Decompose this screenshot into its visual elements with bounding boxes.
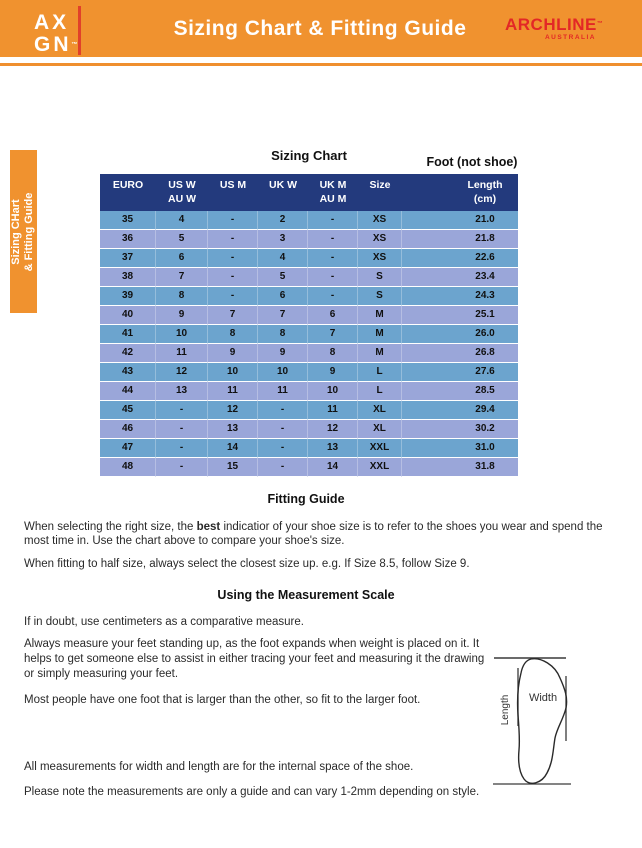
archline-australia-label: AUSTRALIA: [544, 34, 596, 41]
table-cell: -: [308, 268, 358, 287]
side-tab-label: [10, 150, 38, 313]
table-row: [100, 439, 518, 458]
table-cell: 25.1: [402, 306, 518, 325]
table-cell: 31.0: [402, 439, 518, 458]
axign-brand-stroke: [78, 6, 81, 55]
side-tab: [10, 150, 37, 313]
table-cell: 44: [100, 382, 156, 401]
table-cell: -: [308, 230, 358, 249]
table-row: [100, 230, 518, 249]
table-cell: XL: [358, 420, 402, 439]
table-cell: 41: [100, 325, 156, 344]
table-row: [100, 363, 518, 382]
archline-wordmark: [505, 15, 604, 34]
table-cell: 5: [258, 268, 308, 287]
table-cell: 9: [208, 344, 258, 363]
table-row: [100, 306, 518, 325]
table-cell: 14: [208, 439, 258, 458]
table-cell: -: [208, 268, 258, 287]
measurement-scale-heading: Using the Measurement Scale: [217, 588, 395, 602]
table-cell: 35: [100, 211, 156, 230]
table-header-cell: EURO: [112, 179, 144, 191]
table-cell: 8: [308, 344, 358, 363]
axign-wordmark: [34, 12, 120, 56]
table-cell: 5: [156, 230, 208, 249]
table-cell: 28.5: [402, 382, 518, 401]
table-cell: -: [156, 401, 208, 420]
foot-measurement-diagram: [483, 645, 613, 795]
table-cell: 9: [308, 363, 358, 382]
table-cell: XL: [358, 401, 402, 420]
table-cell: -: [208, 211, 258, 230]
table-cell: 7: [258, 306, 308, 325]
length-label: Length: [500, 694, 511, 726]
table-cell: 21.0: [402, 211, 518, 230]
table-cell: 6: [308, 306, 358, 325]
table-cell: 45: [100, 401, 156, 420]
table-row: [100, 268, 518, 287]
sizing-chart-title: Sizing Chart: [271, 148, 347, 163]
table-cell: 40: [100, 306, 156, 325]
table-row: [100, 287, 518, 306]
table-cell: -: [156, 439, 208, 458]
table-cell: 6: [156, 249, 208, 268]
table-row: [100, 249, 518, 268]
header-divider: [0, 63, 642, 66]
table-header-cell: US W AU W: [168, 179, 196, 205]
table-cell: -: [258, 420, 308, 439]
foot-not-shoe-label: Foot (not shoe): [426, 155, 518, 169]
measurement-paragraph-2: Always measure your feet standing up, as the foot expands when weight is placed on it. It helps to get someone else to assist in either tracing your feet and measuring it the drawing or simply measuring your feet.: [24, 638, 485, 680]
table-cell: L: [358, 382, 402, 401]
table-cell: 46: [100, 420, 156, 439]
table-cell: 10: [258, 363, 308, 382]
table-header-cell: UK W: [269, 179, 297, 191]
sizing-table: [100, 174, 518, 477]
side-tab-label-line1: Sizing CHart: [9, 198, 22, 265]
width-label: Width: [528, 692, 558, 704]
table-row: [100, 458, 518, 477]
table-cell: 37: [100, 249, 156, 268]
header-banner: [0, 0, 642, 57]
table-cell: 12: [208, 401, 258, 420]
table-cell: 8: [258, 325, 308, 344]
table-cell: XXL: [358, 439, 402, 458]
table-header-cell: US M: [219, 179, 247, 191]
table-cell: 13: [308, 439, 358, 458]
axign-wordmark-part2: GN: [34, 33, 72, 56]
table-cell: XS: [358, 230, 402, 249]
table-cell: 48: [100, 458, 156, 477]
table-cell: -: [156, 420, 208, 439]
axign-logo: [34, 12, 120, 67]
table-header-cell: Size: [369, 179, 391, 191]
table-cell: 23.4: [402, 268, 518, 287]
table-cell: 10: [308, 382, 358, 401]
table-cell: 4: [258, 249, 308, 268]
table-cell: 38: [100, 268, 156, 287]
table-cell: -: [208, 249, 258, 268]
table-cell: L: [358, 363, 402, 382]
side-tab-label-line2: & Fitting Guide: [22, 192, 35, 271]
table-row: [100, 325, 518, 344]
table-cell: 11: [156, 344, 208, 363]
fitting-guide-p1-before: When selecting the right size, the: [24, 521, 197, 533]
table-cell: 2: [258, 211, 308, 230]
table-cell: 21.8: [402, 230, 518, 249]
table-cell: 39: [100, 287, 156, 306]
table-cell: 7: [156, 268, 208, 287]
fitting-guide-heading: Fitting Guide: [267, 492, 345, 506]
table-cell: 11: [308, 401, 358, 420]
table-cell: 26.8: [402, 344, 518, 363]
table-cell: 3: [258, 230, 308, 249]
measurement-paragraph-5: Please note the measurements are only a guide and can vary 1-2mm depending on style.: [24, 786, 480, 798]
fitting-guide-paragraph-2: When fitting to half size, always select the closest size up. e.g. If Size 8.5, follow Size 9.: [24, 558, 470, 570]
table-cell: -: [208, 287, 258, 306]
table-header-cell: Length (cm): [467, 179, 503, 205]
table-cell: 7: [308, 325, 358, 344]
table-cell: 27.6: [402, 363, 518, 382]
table-cell: S: [358, 287, 402, 306]
table-cell: 31.8: [402, 458, 518, 477]
measurement-paragraph-3: Most people have one foot that is larger than the other, so fit to the larger foot.: [24, 694, 421, 706]
table-cell: 11: [208, 382, 258, 401]
axign-wordmark-part1: AX: [34, 11, 70, 34]
table-cell: -: [208, 230, 258, 249]
table-cell: 30.2: [402, 420, 518, 439]
table-cell: 9: [258, 344, 308, 363]
foot-outline: [518, 659, 567, 784]
table-cell: 15: [208, 458, 258, 477]
table-cell: 26.0: [402, 325, 518, 344]
measurement-paragraph-1: If in doubt, use centimeters as a comparative measure.: [24, 616, 304, 628]
table-row: [100, 401, 518, 420]
table-cell: XS: [358, 249, 402, 268]
table-cell: 43: [100, 363, 156, 382]
table-cell: -: [308, 287, 358, 306]
table-cell: 8: [156, 287, 208, 306]
table-cell: 11: [258, 382, 308, 401]
table-header-row: [100, 174, 518, 211]
table-cell: S: [358, 268, 402, 287]
table-cell: -: [258, 401, 308, 420]
table-cell: 24.3: [402, 287, 518, 306]
table-cell: 8: [208, 325, 258, 344]
table-cell: M: [358, 306, 402, 325]
table-cell: XXL: [358, 458, 402, 477]
fitting-guide-p1-after: indicatior of your shoe size is to refer to the shoes you wear and spend the most time in. Use the chart above to compare your shoe's size.: [24, 521, 603, 547]
table-row: [100, 420, 518, 439]
table-header-cell: UK M AU M: [319, 179, 347, 205]
table-cell: 14: [308, 458, 358, 477]
archline-name: ARCHLINE: [505, 15, 597, 34]
table-row: [100, 382, 518, 401]
table-cell: 4: [156, 211, 208, 230]
table-cell: 9: [156, 306, 208, 325]
table-cell: -: [308, 211, 358, 230]
table-row: [100, 344, 518, 363]
table-cell: 10: [156, 325, 208, 344]
table-body: [100, 211, 518, 477]
table-cell: 12: [308, 420, 358, 439]
table-cell: -: [258, 458, 308, 477]
page-title: Sizing Chart & Fitting Guide: [173, 17, 467, 40]
table-cell: 42: [100, 344, 156, 363]
table-row: [100, 211, 518, 230]
table-cell: -: [258, 439, 308, 458]
table-cell: 47: [100, 439, 156, 458]
table-cell: 22.6: [402, 249, 518, 268]
fitting-guide-p1-bold: best: [196, 521, 221, 533]
table-cell: -: [156, 458, 208, 477]
archline-logo: [505, 15, 604, 42]
table-cell: 6: [258, 287, 308, 306]
table-cell: M: [358, 325, 402, 344]
table-cell: M: [358, 344, 402, 363]
measurement-paragraph-4: All measurements for width and length are for the internal space of the shoe.: [24, 761, 414, 773]
table-cell: 29.4: [402, 401, 518, 420]
table-cell: 36: [100, 230, 156, 249]
table-cell: 13: [156, 382, 208, 401]
table-cell: XS: [358, 211, 402, 230]
archline-trademark: ™: [596, 21, 604, 27]
fitting-guide-paragraph-1: [24, 520, 622, 548]
table-cell: 13: [208, 420, 258, 439]
table-cell: 10: [208, 363, 258, 382]
table-cell: -: [308, 249, 358, 268]
table-cell: 12: [156, 363, 208, 382]
axign-trademark: ™: [71, 42, 78, 48]
table-cell: 7: [208, 306, 258, 325]
